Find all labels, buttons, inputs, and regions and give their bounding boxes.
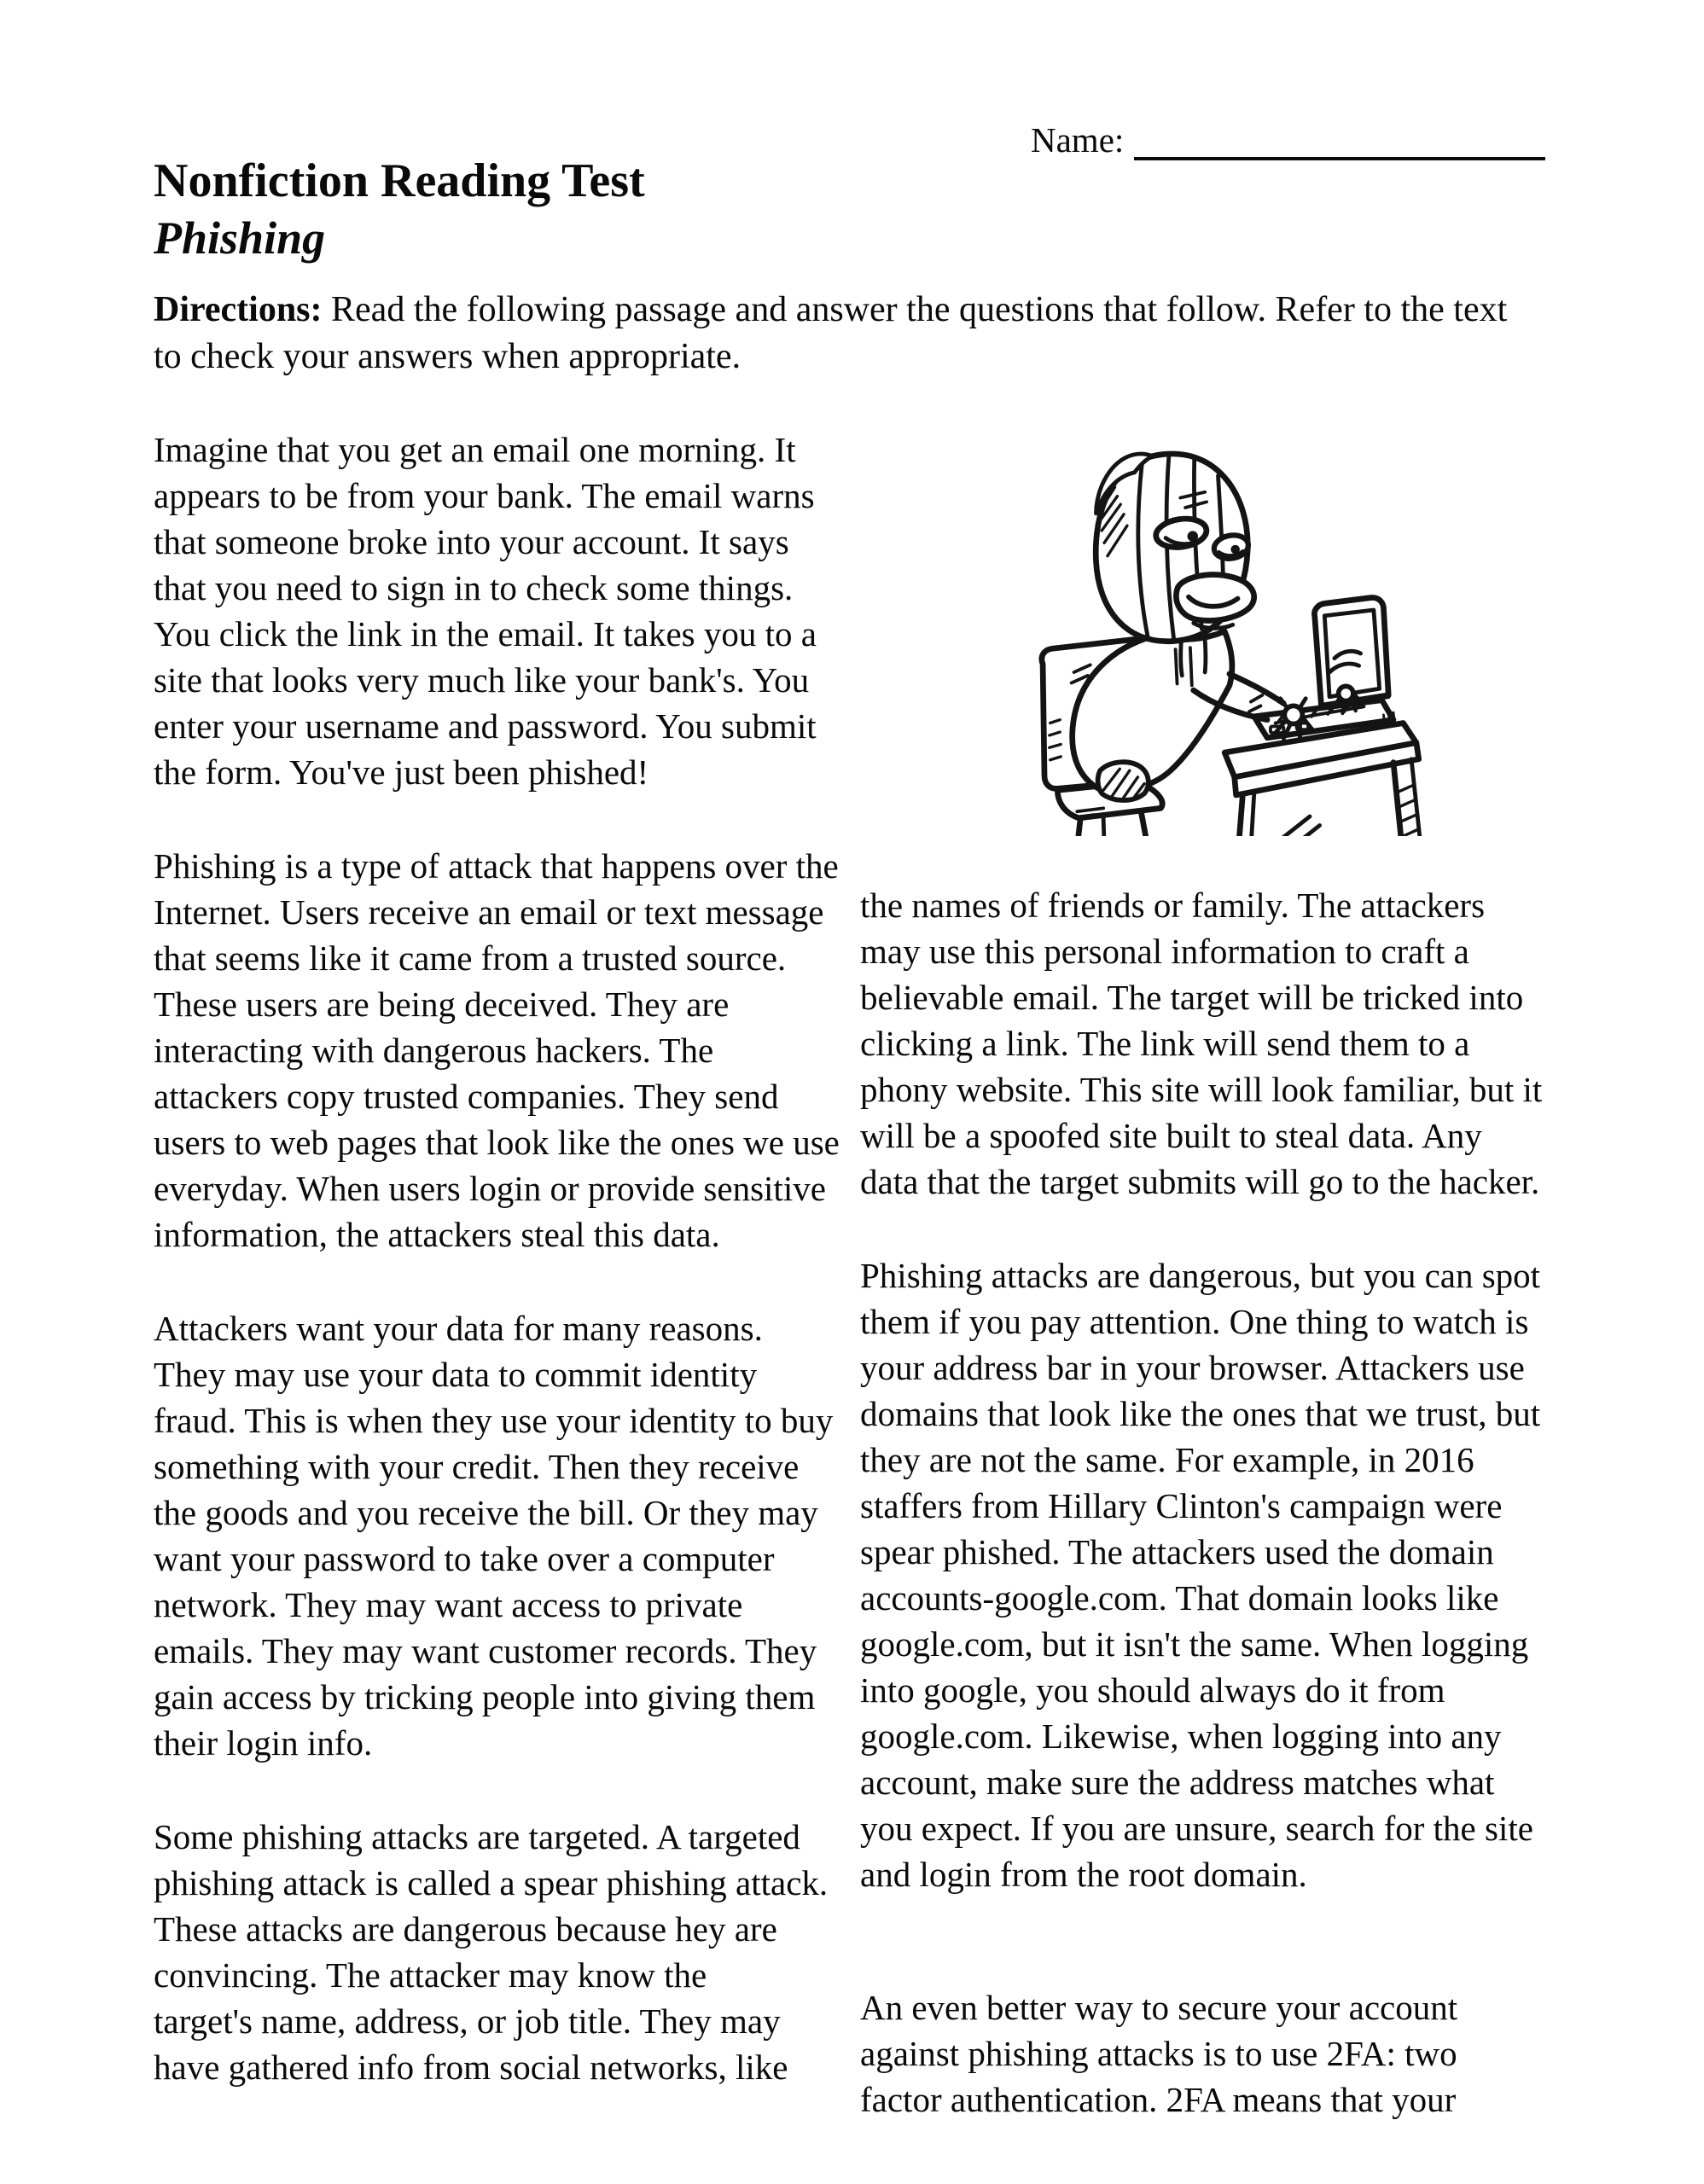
directions-label: Directions:: [154, 290, 323, 329]
hacker-illustration: [969, 427, 1447, 836]
laptop-icon: [1254, 598, 1394, 738]
page-title: Nonfiction Reading Test: [154, 154, 645, 207]
passage-paragraph: Some phishing attacks are targeted. A targeted phishing attack is called a spear phishing attack. These attacks are dangerous because hey are convincing. The attacker may know the target's name, address, or job title. They may have gathered info from social networks, like: [154, 1817, 829, 2087]
passage-paragraph: An even better way to secure your account against phishing attacks is to use 2FA: two factor authentication. 2FA means that your: [860, 1988, 1458, 2119]
passage-paragraph: Phishing attacks are dangerous, but you can spot them if you pay attention. One thing to watch is your address bar in your browser. Attackers use domains that look like the ones that we trust, but they are not the same. For example, in 2016 staffers from Hillary Clinton's campaign were spear phished. The attackers used the domain accounts-google.com. That domain looks like google.com, but it isn't the same. When logging into google, you should always do it from google.com. Likewise, when logging into any account, make sure the address matches what you expect. If you are unsure, search for the site and login from the root domain.: [860, 1256, 1541, 1894]
name-label: Name:: [1031, 120, 1125, 160]
directions-text: Read the following passage and answer the questions that follow. Refer to the text to check your answers when appropriate.: [154, 290, 1508, 376]
name-row: [1031, 119, 1545, 160]
passage-left-column: [154, 427, 875, 2090]
directions: [154, 287, 1507, 380]
desk-icon: [1224, 723, 1421, 836]
passage-paragraph: Attackers want your data for many reasons. They may use your data to commit identity fraud. This is when they use your identity to buy something with your credit. Then they receive the goods and you receive the bill. Or they may want your password to take over a computer network. They may want access to private emails. They may want customer records. They gain access by tricking people into giving them their login info.: [154, 1309, 834, 1763]
page-subtitle: Phishing: [154, 212, 326, 264]
name-blank-line: [1134, 121, 1545, 160]
passage-right-column: [860, 427, 1602, 2123]
passage-paragraph: the names of friends or family. The attackers may use this personal information to craft a believable email. The target will be tricked into clicking a link. The link will send them to a phony website. This site will look familiar, but it will be a spoofed site built to steal data. Any data that the target submits will go to the hacker.: [860, 886, 1543, 1201]
passage-paragraph: Imagine that you get an email one morning. It appears to be from your bank. The email warns that someone broke into your account. It says that you need to sign in to check some things. You click the link in the email. It takes you to a site that looks very much like your bank's. You enter your username and password. You submit the form. You've just been phished!: [154, 430, 817, 792]
passage-paragraph: Phishing is a type of attack that happens over the Internet. Users receive an email or text message that seems like it came from a trusted source. These users are being deceived. They are interacting with dangerous hackers. The attackers copy trusted companies. They send users to web pages that look like the ones we use everyday. When users login or provide sensitive information, the attackers steal this data.: [154, 846, 840, 1254]
